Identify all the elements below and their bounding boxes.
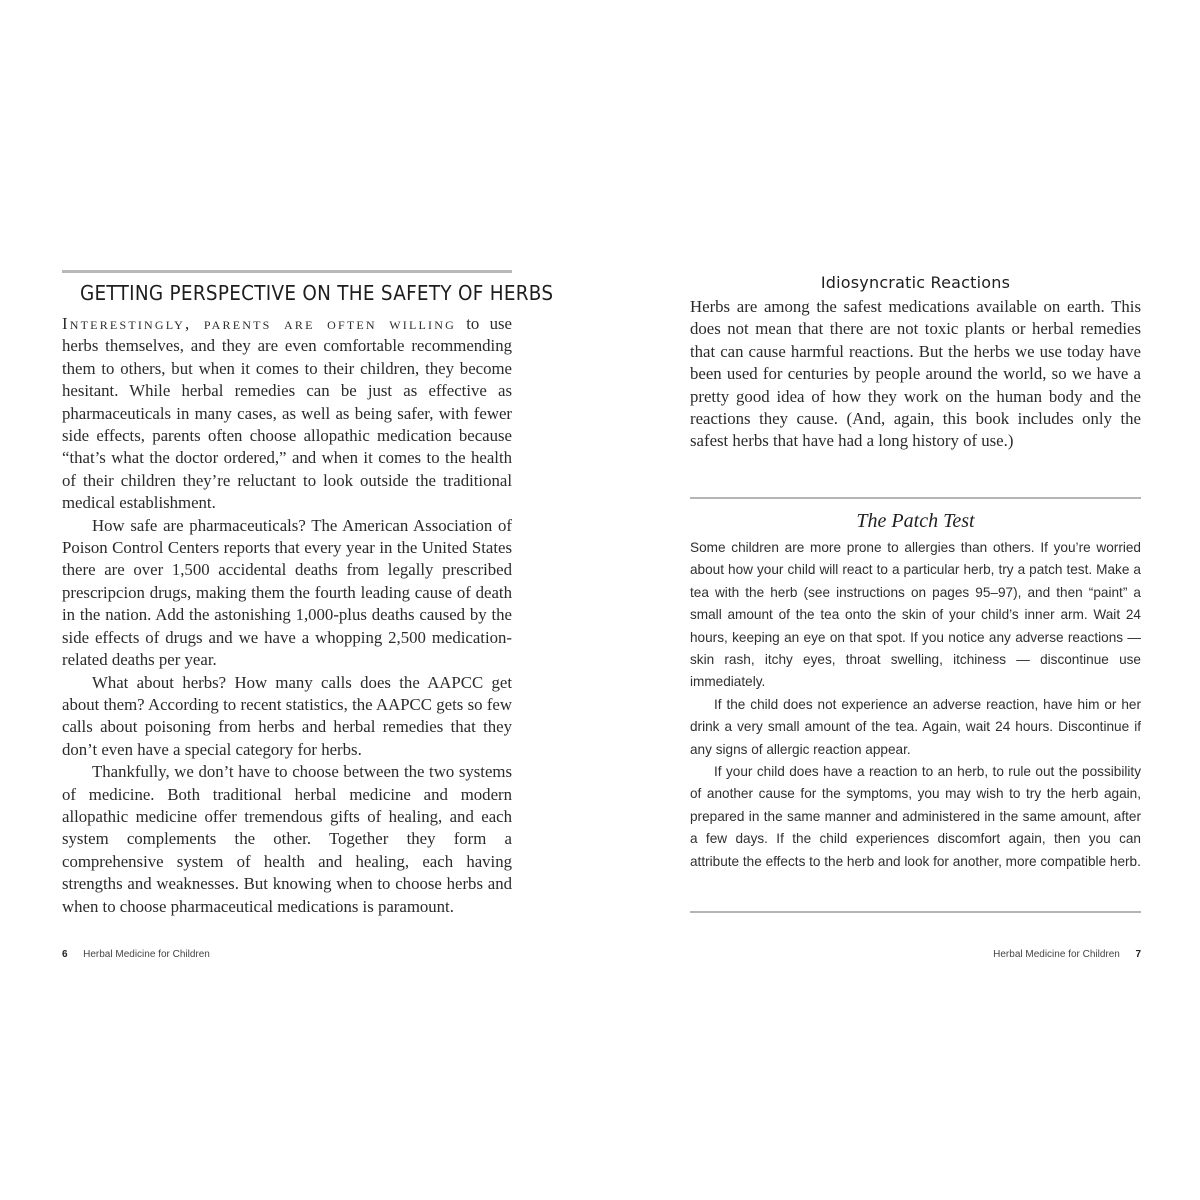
left-paragraph-3: What about herbs? How many calls does the AAPCC get about them? According to recent statistics, the AAPCC gets so few calls about poisoning from herbs and herbal remedies that they don’t even have a special category for herbs. xyxy=(62,672,512,759)
left-page-number: 6 xyxy=(62,949,68,960)
sidebar-title: The Patch Test xyxy=(856,510,975,532)
left-running-title: Herbal Medicine for Children xyxy=(83,949,210,960)
subheading: Idiosyncratic Reactions xyxy=(820,273,1011,292)
left-folio xyxy=(62,949,210,960)
sidebar-paragraph-1: Some children are more prone to allergies than others. If you’re worried about how your child will react to a particular herb, try a patch test. Make a tea with the herb (see instructions on pages 95–97), and then “paint” a small amount of the tea onto the skin of your child’s inner arm. Wait 24 hours, keeping an eye on that spot. If you notice any adverse reactions — skin rash, itchy eyes, throat swelling, itchiness — discontinue use immediately. xyxy=(690,540,1141,690)
section-heading: GETTING PERSPECTIVE ON THE SAFETY OF HERBS xyxy=(80,281,554,305)
left-paragraph-2: How safe are pharmaceuticals? The American Association of Poison Control Centers reports that every year in the United States there are over 1,500 accidental deaths from legally prescribed prescripcion drugs, making them the fourth leading cause of death in the nation. Add the astonishing 1,000-plus deaths caused by the side effects of drugs and we have a whopping 2,500 medication-related deaths per year. xyxy=(62,515,512,670)
right-page-number: 7 xyxy=(1135,949,1141,960)
right-paragraph-1: Herbs are among the safest medications available on earth. This does not mean that there are not toxic plants or herbal remedies that can cause harmful reactions. But the herbs we use today have been used for centuries by people around the world, so we have a pretty good idea of how they work on the human body and the reactions they cause. (And, again, this book includes only the safest herbs that have had a long history of use.) xyxy=(690,297,1141,451)
left-paragraph-4: Thankfully, we don’t have to choose between the two systems of medicine. Both traditional herbal medicine and modern allopathic medicine offer tremendous gifts of healing, and each system complements the other. Together they form a comprehensive system of health and healing, each having strengths and weaknesses. But knowing when to choose herbs and when to choose pharmaceutical medications is paramount. xyxy=(62,762,512,916)
right-running-title: Herbal Medicine for Children xyxy=(993,949,1120,960)
heading-top-rule xyxy=(62,270,512,273)
sidebar-paragraph-2: If the child does not experience an adverse reaction, have him or her drink a very small amount of the tea. Again, wait 24 hours. Discontinue if any signs of allergic reaction appear. xyxy=(690,696,1141,757)
right-folio xyxy=(993,949,1141,960)
left-paragraph-1 xyxy=(62,313,512,515)
sidebar-paragraph-3: If your child does have a reaction to an herb, to rule out the possibility of another cause for the symptoms, you may wish to try the herb again, prepared in the same manner and administered in the same amount, after a few days. If the child experiences discomfort again, then you can attribute the effects to the herb and look for another, more compatible herb. xyxy=(690,764,1141,869)
left-paragraph-1-rest: to use herbs themselves, and they are even comfortable recommending them to others, but when it comes to their children, they become hesitant. While herbal remedies can be just as effective as pharmaceuticals in many cases, as well as being safer, with fewer side effects, parents often choose allopathic medication because “that’s what the doctor ordered,” and when it comes to the health of their children they’re reluctant to look outside the traditional medical establishment. xyxy=(62,314,512,513)
right-body-text xyxy=(690,296,1141,453)
sidebar-bottom-rule xyxy=(690,911,1141,913)
lead-in-text: Interestingly, parents are often willing xyxy=(62,314,456,333)
sidebar-body xyxy=(690,537,1141,873)
sidebar-top-rule xyxy=(690,497,1141,499)
left-body-text xyxy=(62,313,512,918)
